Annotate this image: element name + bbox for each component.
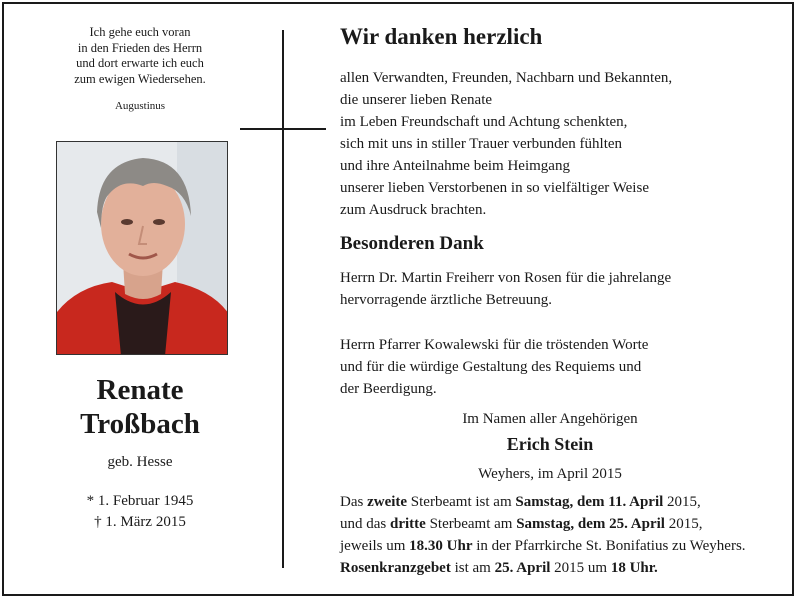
doctor-thanks <box>340 267 790 311</box>
notice-text: 2015, <box>663 494 701 510</box>
notice-line <box>340 513 790 535</box>
quote-line: in den Frieden des Herrn <box>77 40 203 55</box>
text-line: allen Verwandten, Freunden, Nachbarn und Bekannten, <box>340 70 673 86</box>
notice-text: Sterbeamt ist am <box>407 494 516 510</box>
thanks-heading: Wir danken herzlich <box>340 24 543 49</box>
notice-line <box>340 535 790 557</box>
text-line: im Leben Freundschaft und Achtung schenkten, <box>340 114 628 130</box>
text-line: unserer lieben Verstorbenen in so vielfältiger Weise <box>340 180 649 196</box>
text-line: Herrn Dr. Martin Freiherr von Rosen für die jahrelange <box>340 270 672 286</box>
text-line: und ihre Anteilnahme beim Heimgang <box>340 158 570 174</box>
deceased-name <box>40 373 240 441</box>
mass-notice <box>340 491 790 579</box>
birth-date: * 1. Februar 1945 <box>86 493 194 509</box>
quote-text <box>40 25 240 87</box>
notice-line <box>340 557 790 579</box>
notice-emphasis: Rosenkranzgebet <box>340 560 451 576</box>
signature-intro: Im Namen aller Angehörigen <box>462 411 638 427</box>
cross-icon-bar <box>240 128 326 130</box>
notice-line <box>340 491 790 513</box>
text-line: sich mit uns in stiller Trauer verbunden fühlten <box>340 136 623 152</box>
notice-text: ist am <box>450 560 495 576</box>
death-date: † 1. März 2015 <box>94 514 186 530</box>
portrait-photo <box>56 141 228 355</box>
notice-text: 2015, <box>664 516 703 532</box>
notice-text: Sterbeamt am <box>425 516 517 532</box>
special-thanks-heading: Besonderen Dank <box>340 233 484 254</box>
first-name: Renate <box>96 374 184 406</box>
text-line: zum Ausdruck brachten. <box>340 202 487 218</box>
notice-text: jeweils um <box>340 538 410 554</box>
portrait-photo-illustration <box>57 142 228 355</box>
signature-place-date: Weyhers, im April 2015 <box>478 466 622 482</box>
notice-text: und das <box>340 516 390 532</box>
notice-emphasis: dritte <box>390 516 426 532</box>
birth-name: geb. Hesse <box>107 454 173 470</box>
life-dates <box>40 491 240 533</box>
notice-emphasis: 18 Uhr. <box>610 560 658 576</box>
text-line: hervorragende ärztliche Betreuung. <box>340 292 552 308</box>
last-name: Troßbach <box>80 408 200 440</box>
quote-line: Ich gehe euch voran <box>89 25 191 39</box>
notice-emphasis: zweite <box>367 494 408 510</box>
text-line: die unserer lieben Renate <box>340 92 493 108</box>
cross-icon <box>282 30 284 568</box>
text-line: der Beerdigung. <box>340 381 437 397</box>
notice-emphasis: 18.30 Uhr <box>409 538 473 554</box>
notice-emphasis: Samstag, dem 11. April <box>515 494 664 510</box>
notice-text: 2015 um <box>550 560 611 576</box>
notice-emphasis: Samstag, dem 25. April <box>516 516 665 532</box>
quote-line: und dort erwarte ich euch <box>76 56 204 70</box>
thanks-text <box>340 67 790 221</box>
signature-name: Erich Stein <box>506 434 594 454</box>
notice-text: Das <box>340 494 368 510</box>
notice-text: in der Pfarrkirche St. Bonifatius zu Weyhers. <box>472 538 746 554</box>
quote-line: zum ewigen Wiedersehen. <box>74 71 206 86</box>
priest-thanks <box>340 334 790 400</box>
text-line: und für die würdige Gestaltung des Requiems und <box>340 359 642 375</box>
quote-author: Augustinus <box>114 100 166 112</box>
notice-emphasis: 25. April <box>494 560 551 576</box>
text-line: Herrn Pfarrer Kowalewski für die tröstenden Worte <box>340 337 649 353</box>
